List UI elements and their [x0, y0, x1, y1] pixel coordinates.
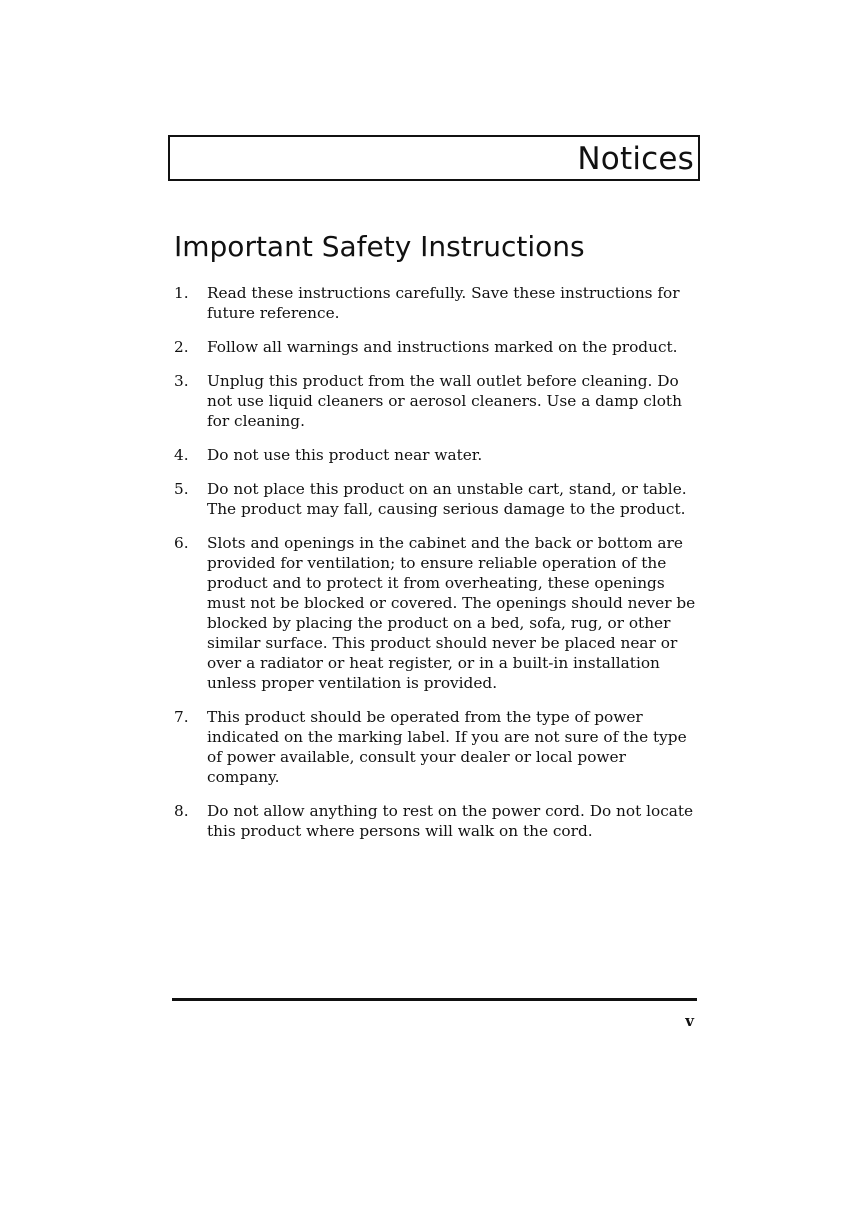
list-item	[174, 533, 698, 693]
list-item	[174, 479, 698, 519]
page-number: v	[685, 1012, 694, 1030]
footer-divider	[172, 998, 697, 1001]
list-item-number: 3.	[174, 372, 189, 390]
list-item-text: Follow all warnings and instructions marked on the product.	[207, 338, 678, 356]
list-item-text: Do not place this product on an unstable cart, stand, or table. The product may fall, causing serious damage to the product.	[207, 480, 687, 518]
list-item-number: 8.	[174, 802, 189, 820]
list-item-text: Slots and openings in the cabinet and the back or bottom are provided for ventilation; to ensure reliable operation of the product and to protect it from overheating, these openings must not be blocked or covered. The openings should never be blocked by placing the product on a bed, sofa, rug, or other similar surface. This product should never be placed near or over a radiator or heat register, or in a built-in installation unless proper ventilation is provided.	[207, 534, 696, 692]
list-item-text: Do not allow anything to rest on the power cord. Do not locate this product where persons will walk on the cord.	[207, 802, 694, 840]
list-item	[174, 337, 698, 357]
list-item	[174, 371, 698, 431]
list-item	[174, 707, 698, 787]
list-item-number: 6.	[174, 534, 189, 552]
list-item-text: Read these instructions carefully. Save these instructions for future reference.	[207, 284, 680, 322]
list-item-number: 2.	[174, 338, 189, 356]
list-item-number: 7.	[174, 708, 189, 726]
list-item-text: Unplug this product from the wall outlet before cleaning. Do not use liquid cleaners or aerosol cleaners. Use a damp cloth for cleaning.	[207, 372, 682, 430]
chapter-title: Notices	[577, 141, 694, 177]
list-item-text: Do not use this product near water.	[207, 446, 483, 464]
list-item	[174, 445, 698, 465]
list-item-number: 5.	[174, 480, 189, 498]
chapter-header-box	[168, 135, 700, 181]
list-item	[174, 283, 698, 323]
list-item-number: 4.	[174, 446, 189, 464]
list-item-number: 1.	[174, 284, 189, 302]
list-item	[174, 801, 698, 841]
list-item-text: This product should be operated from the type of power indicated on the marking label. If you are not sure of the type of power available, consult your dealer or local power company.	[207, 708, 687, 786]
section-title: Important Safety Instructions	[174, 230, 585, 263]
safety-instructions-list	[174, 283, 698, 855]
